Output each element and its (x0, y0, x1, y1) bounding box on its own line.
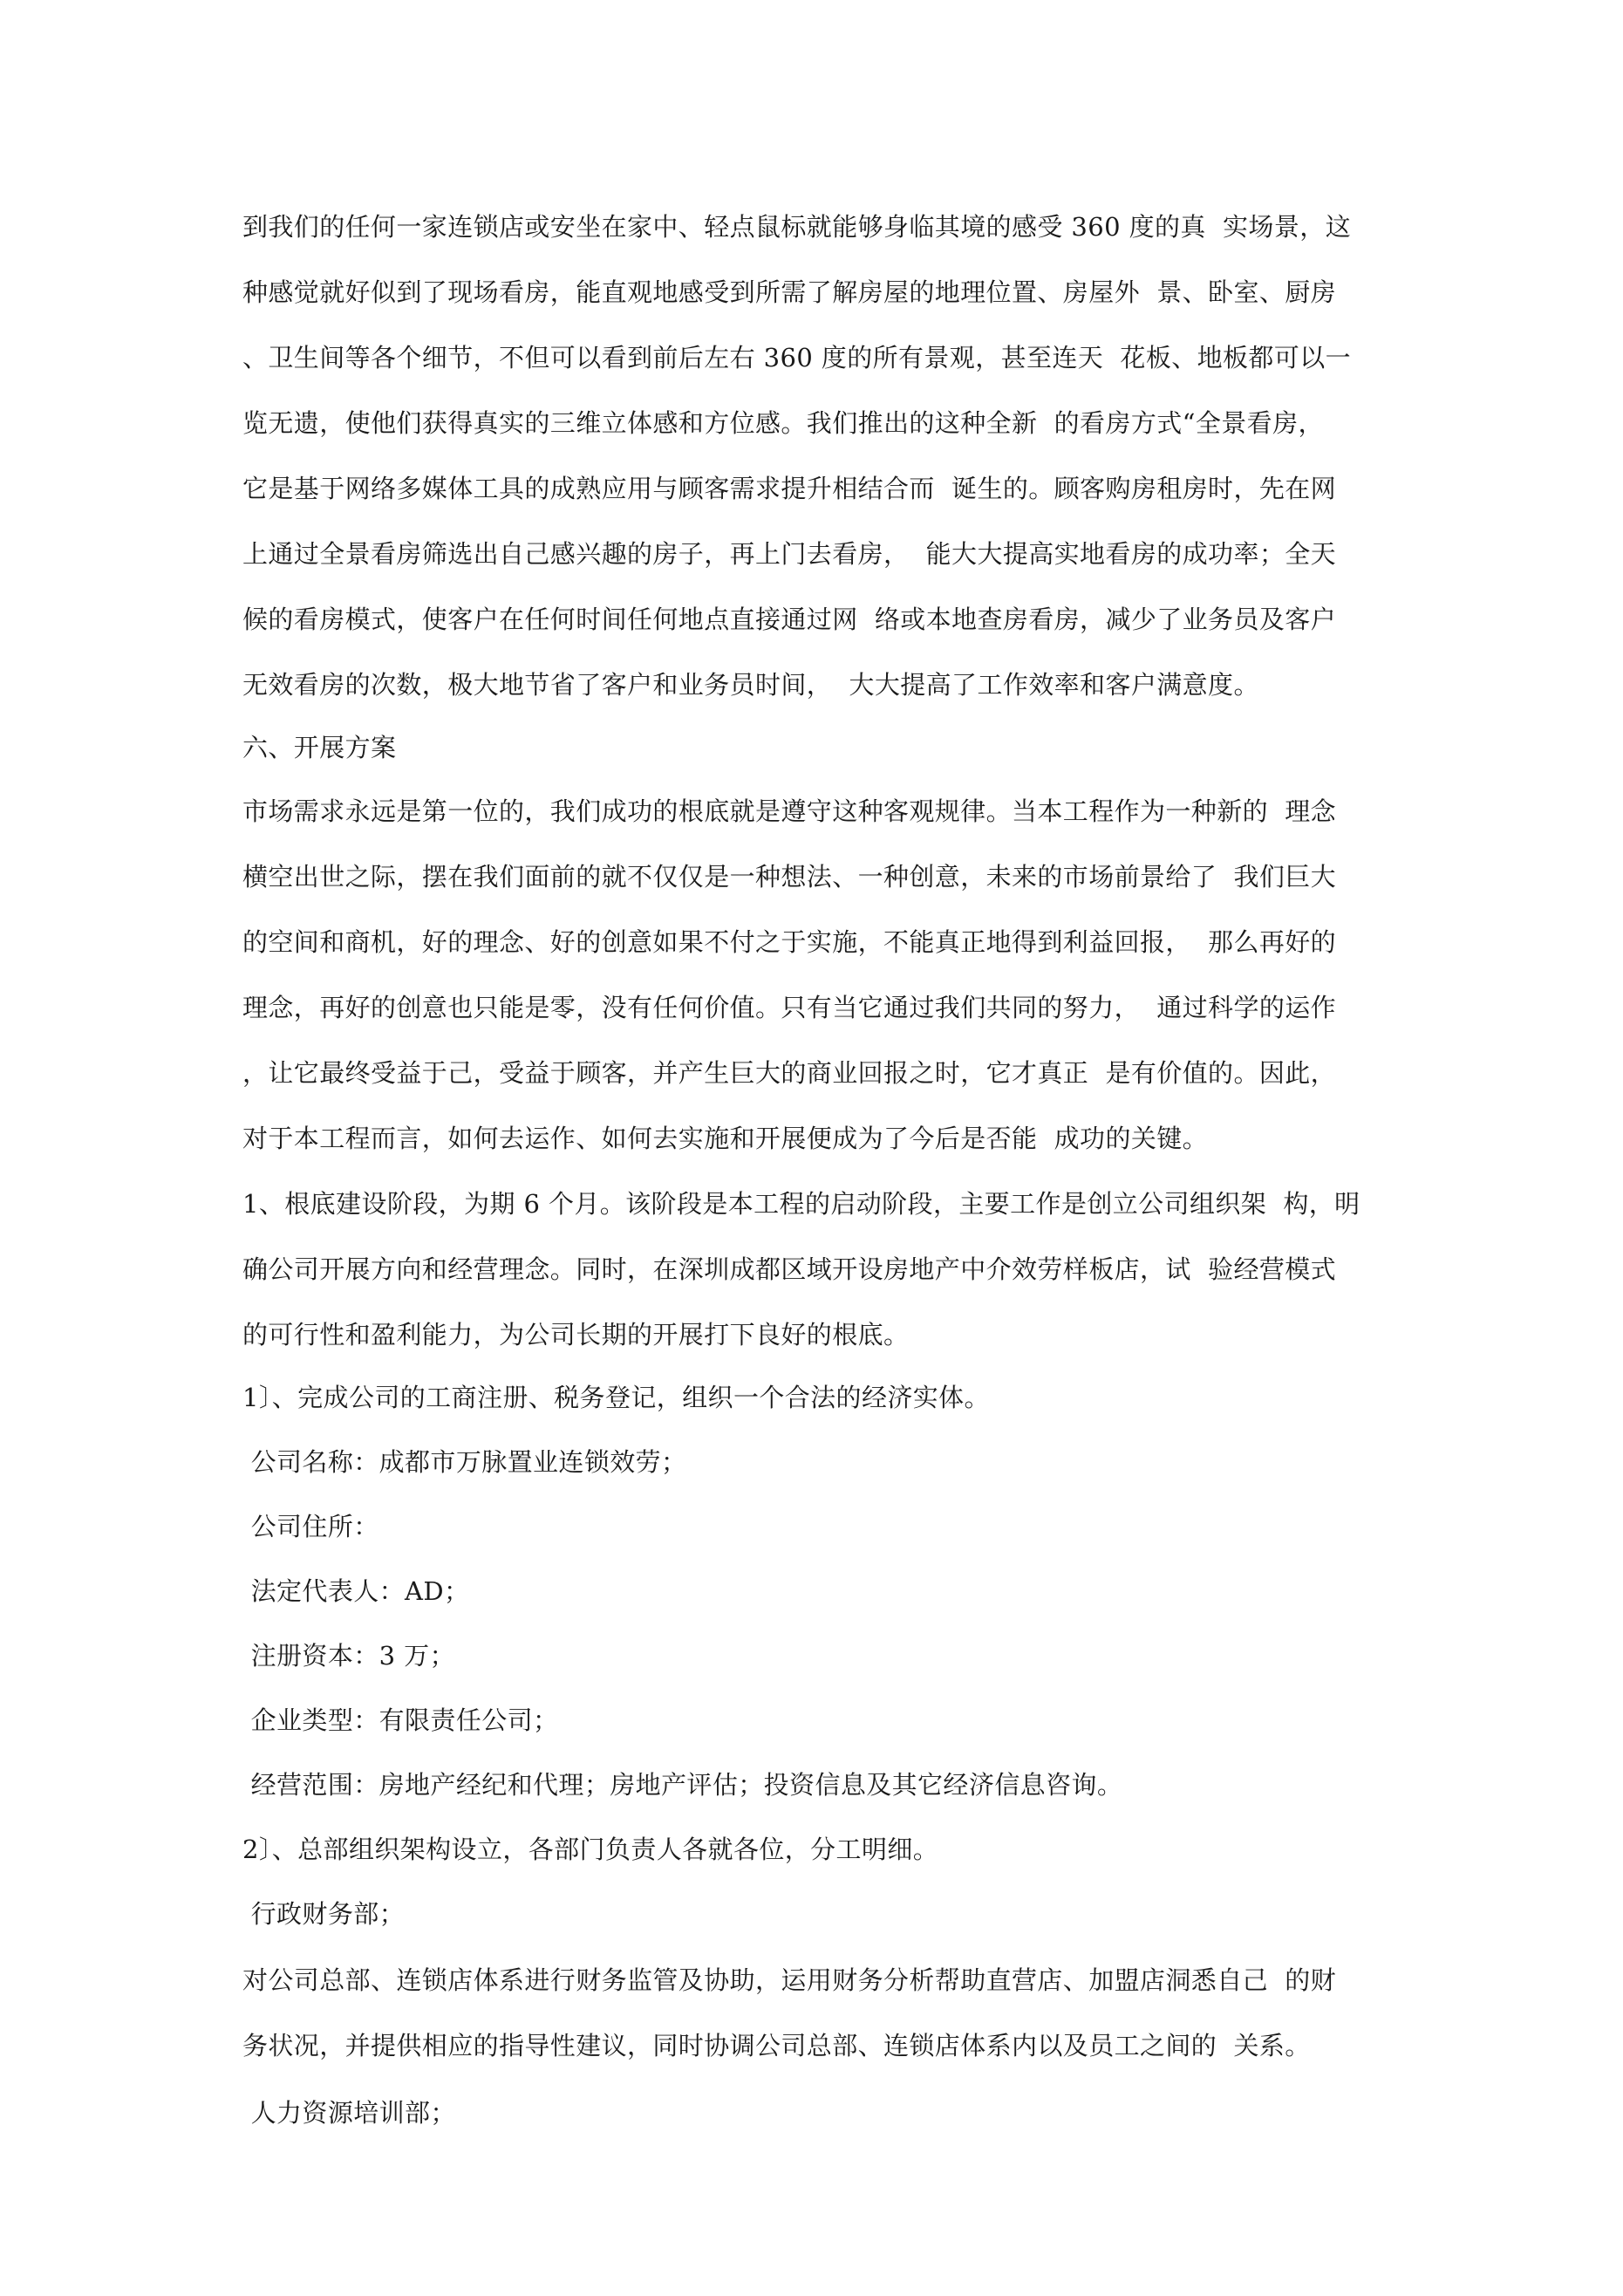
paragraph-line: 无效看房的次数，极大地节省了客户和业务员时间， 大大提高了工作效率和客户满意度。 (242, 670, 1259, 700)
paragraph-line: 候的看房模式，使客户在任何时间任何地点直接通过网 络或本地查房看房，减少了业务员及客户 (242, 605, 1337, 634)
paragraph-line: 上通过全景看房筛选出自己感兴趣的房子，再上门去看房， 能大大提高实地看房的成功率；全天 (242, 539, 1337, 569)
list-item: 2〕、总部组织架构设立，各部门负责人各就各位，分工明细。 (242, 1835, 939, 1864)
paragraph-line: ，让它最终受益于己，受益于顾客，并产生巨大的商业回报之时，它才真正 是有价值的。因此， (242, 1058, 1337, 1088)
list-item: 公司名称：成都市万脉置业连锁效劳； (242, 1447, 687, 1477)
list-item: 1〕、完成公司的工商注册、税务登记，组织一个合法的经济实体。 (242, 1383, 990, 1412)
list-item: 公司住所： (242, 1512, 379, 1541)
paragraph-line: 对公司总部、连锁店体系进行财务监管及协助，运用财务分析帮助直营店、加盟店洞悉自己 的财 (242, 1965, 1337, 1995)
list-item: 行政财务部； (242, 1899, 406, 1929)
section-heading: 六、开展方案 (242, 733, 397, 762)
paragraph-line: 市场需求永远是第一位的，我们成功的根底就是遵守这种客观规律。当本工程作为一种新的 理念 (242, 796, 1337, 826)
paragraph-line: 到我们的任何一家连锁店或安坐在家中、轻点鼠标就能够身临其境的感受 360 度的真 实场景，这 (242, 212, 1352, 242)
list-item: 注册资本：3 万； (242, 1641, 455, 1671)
paragraph-line: 1、根底建设阶段，为期 6 个月。该阶段是本工程的启动阶段，主要工作是创立公司组织架 构，明 (242, 1189, 1360, 1219)
list-item: 企业类型：有限责任公司； (242, 1705, 559, 1735)
paragraph-line: 确公司开展方向和经营理念。同时，在深圳成都区域开设房地产中介效劳样板店，试 验经营模式 (242, 1254, 1337, 1284)
paragraph-line: 的可行性和盈利能力，为公司长期的开展打下良好的根底。 (242, 1320, 910, 1350)
paragraph-line: 种感觉就好似到了现场看房，能直观地感受到所需了解房屋的地理位置、房屋外 景、卧室、厨房 (242, 277, 1337, 307)
paragraph-line: 对于本工程而言，如何去运作、如何去实施和开展便成为了今后是否能 成功的关键。 (242, 1124, 1209, 1153)
paragraph-line: 它是基于网络多媒体工具的成熟应用与顾客需求提升相结合而 诞生的。顾客购房租房时，先在网 (242, 474, 1337, 503)
paragraph-line: 览无遗，使他们获得真实的三维立体感和方位感。我们推出的这种全新 的看房方式“全景看房， (242, 408, 1324, 438)
list-item: 经营范围：房地产经纪和代理；房地产评估；投资信息及其它经济信息咨询。 (242, 1770, 1123, 1800)
paragraph-line: 理念，再好的创意也只能是零，没有任何价值。只有当它通过我们共同的努力， 通过科学的运作 (242, 993, 1337, 1022)
paragraph-line: 务状况，并提供相应的指导性建议，同时协调公司总部、连锁店体系内以及员工之间的 关系。 (242, 2031, 1311, 2060)
paragraph-line: 的空间和商机，好的理念、好的创意如果不付之于实施，不能真正地得到利益回报， 那么再好的 (242, 927, 1337, 957)
paragraph-line: 横空出世之际，摆在我们面前的就不仅仅是一种想法、一种创意，未来的市场前景给了 我们巨大 (242, 862, 1337, 892)
paragraph-line: 、卫生间等各个细节，不但可以看到前后左右 360 度的所有景观，甚至连天 花板、地板都可以一 (242, 343, 1352, 372)
list-item: 人力资源培训部； (242, 2098, 456, 2128)
list-item: 法定代表人：AD； (242, 1576, 470, 1606)
